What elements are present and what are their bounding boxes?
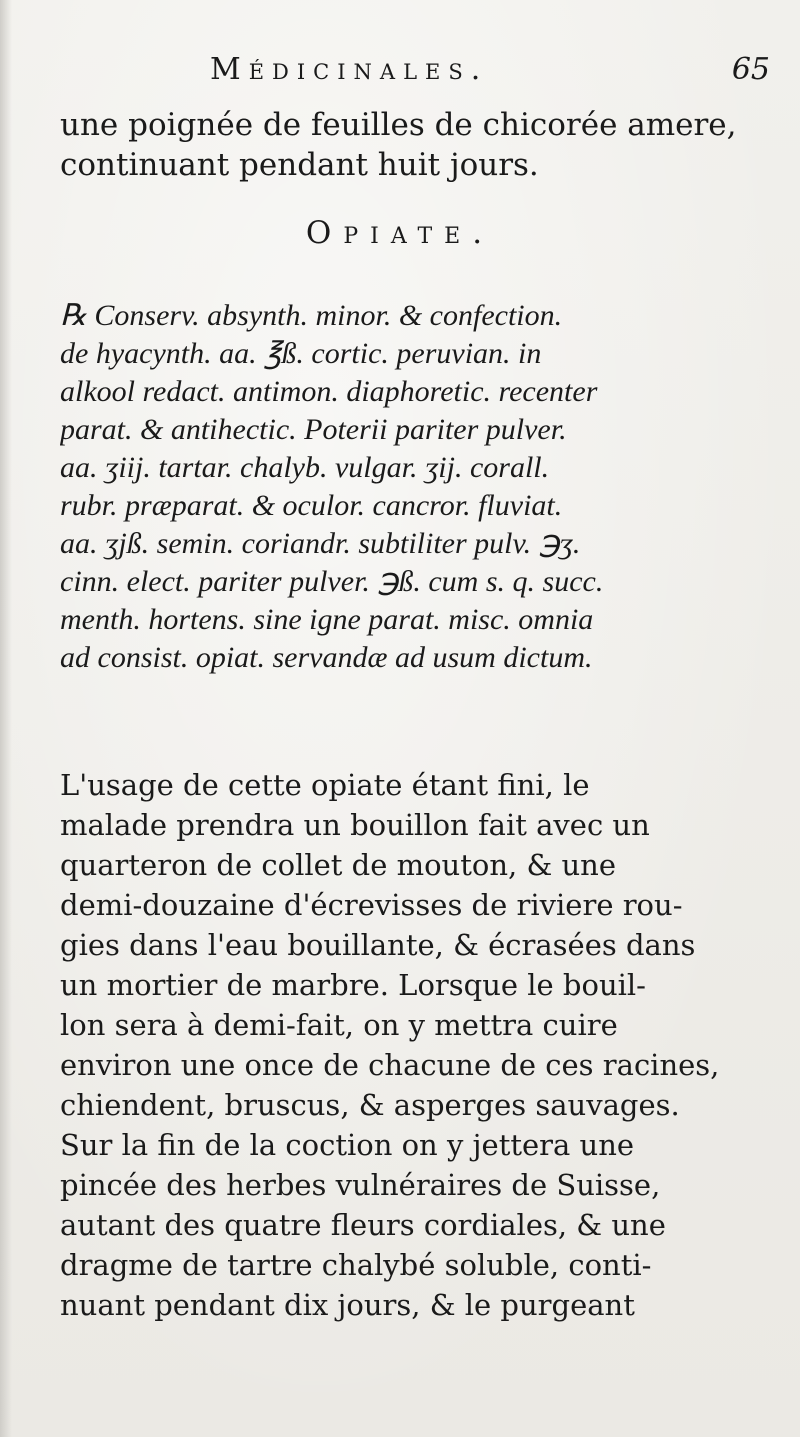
- recipe-line: cinn. elect. pariter pulver. ℈ß. cum s. q. succ.: [60, 565, 604, 598]
- paragraph-line: chiendent, bruscus, & asperges sauvages.: [60, 1088, 680, 1122]
- continuation-line: une poignée de feuilles de chicorée amere,: [60, 107, 737, 143]
- paragraph-line: lon sera à demi-fait, on y mettra cuire: [60, 1008, 618, 1042]
- running-title: Médicinales.: [210, 52, 489, 87]
- paragraph-line: environ une once de chacune de ces racines,: [60, 1048, 720, 1082]
- paragraph-line: gies dans l'eau bouillante, & écrasées dans: [60, 928, 696, 962]
- section-heading: Opiate.: [305, 215, 495, 251]
- page-number: 65: [731, 52, 770, 87]
- paragraph-line: dragme de tartre chalybé soluble, conti-: [60, 1248, 652, 1282]
- recipe-line: menth. hortens. sine igne parat. misc. omnia: [60, 603, 594, 636]
- recipe-line: alkool redact. antimon. diaphoretic. recenter: [60, 375, 598, 408]
- paragraph-line: un mortier de marbre. Lorsque le bouil-: [60, 968, 646, 1002]
- paragraph-line: L'usage de cette opiate étant fini, le: [60, 768, 590, 802]
- paragraph-line: demi-douzaine d'écrevisses de riviere rou-: [60, 888, 683, 922]
- recipe-line: ℞ Conserv. absynth. minor. & confection.: [60, 299, 563, 332]
- recipe-line: rubr. præparat. & oculor. cancror. fluviat.: [60, 489, 563, 522]
- paragraph-line: pincée des herbes vulnéraires de Suisse,: [60, 1168, 661, 1202]
- recipe-line: aa. ʒjß. semin. coriandr. subtiliter pulv. ℈ʒ.: [60, 527, 581, 560]
- paragraph-line: malade prendra un bouillon fait avec un: [60, 808, 650, 842]
- continuation-line: continuant pendant huit jours.: [60, 147, 539, 183]
- recipe-line: de hyacynth. aa. ℥ß. cortic. peruvian. in: [60, 337, 542, 370]
- recipe-line: ad consist. opiat. servandæ ad usum dictum.: [60, 641, 593, 674]
- recipe-line: aa. ʒiij. tartar. chalyb. vulgar. ʒij. corall.: [60, 451, 550, 484]
- page-header: [210, 52, 770, 102]
- paragraph-line: Sur la fin de la coction on y jettera une: [60, 1128, 635, 1162]
- recipe-line: parat. & antihectic. Poterii pariter pulver.: [60, 413, 567, 446]
- paragraph-line: quarteron de collet de mouton, & une: [60, 848, 617, 882]
- paragraph-line: autant des quatre fleurs cordiales, & une: [60, 1208, 666, 1242]
- paragraph-line: nuant pendant dix jours, & le purgeant: [60, 1288, 635, 1322]
